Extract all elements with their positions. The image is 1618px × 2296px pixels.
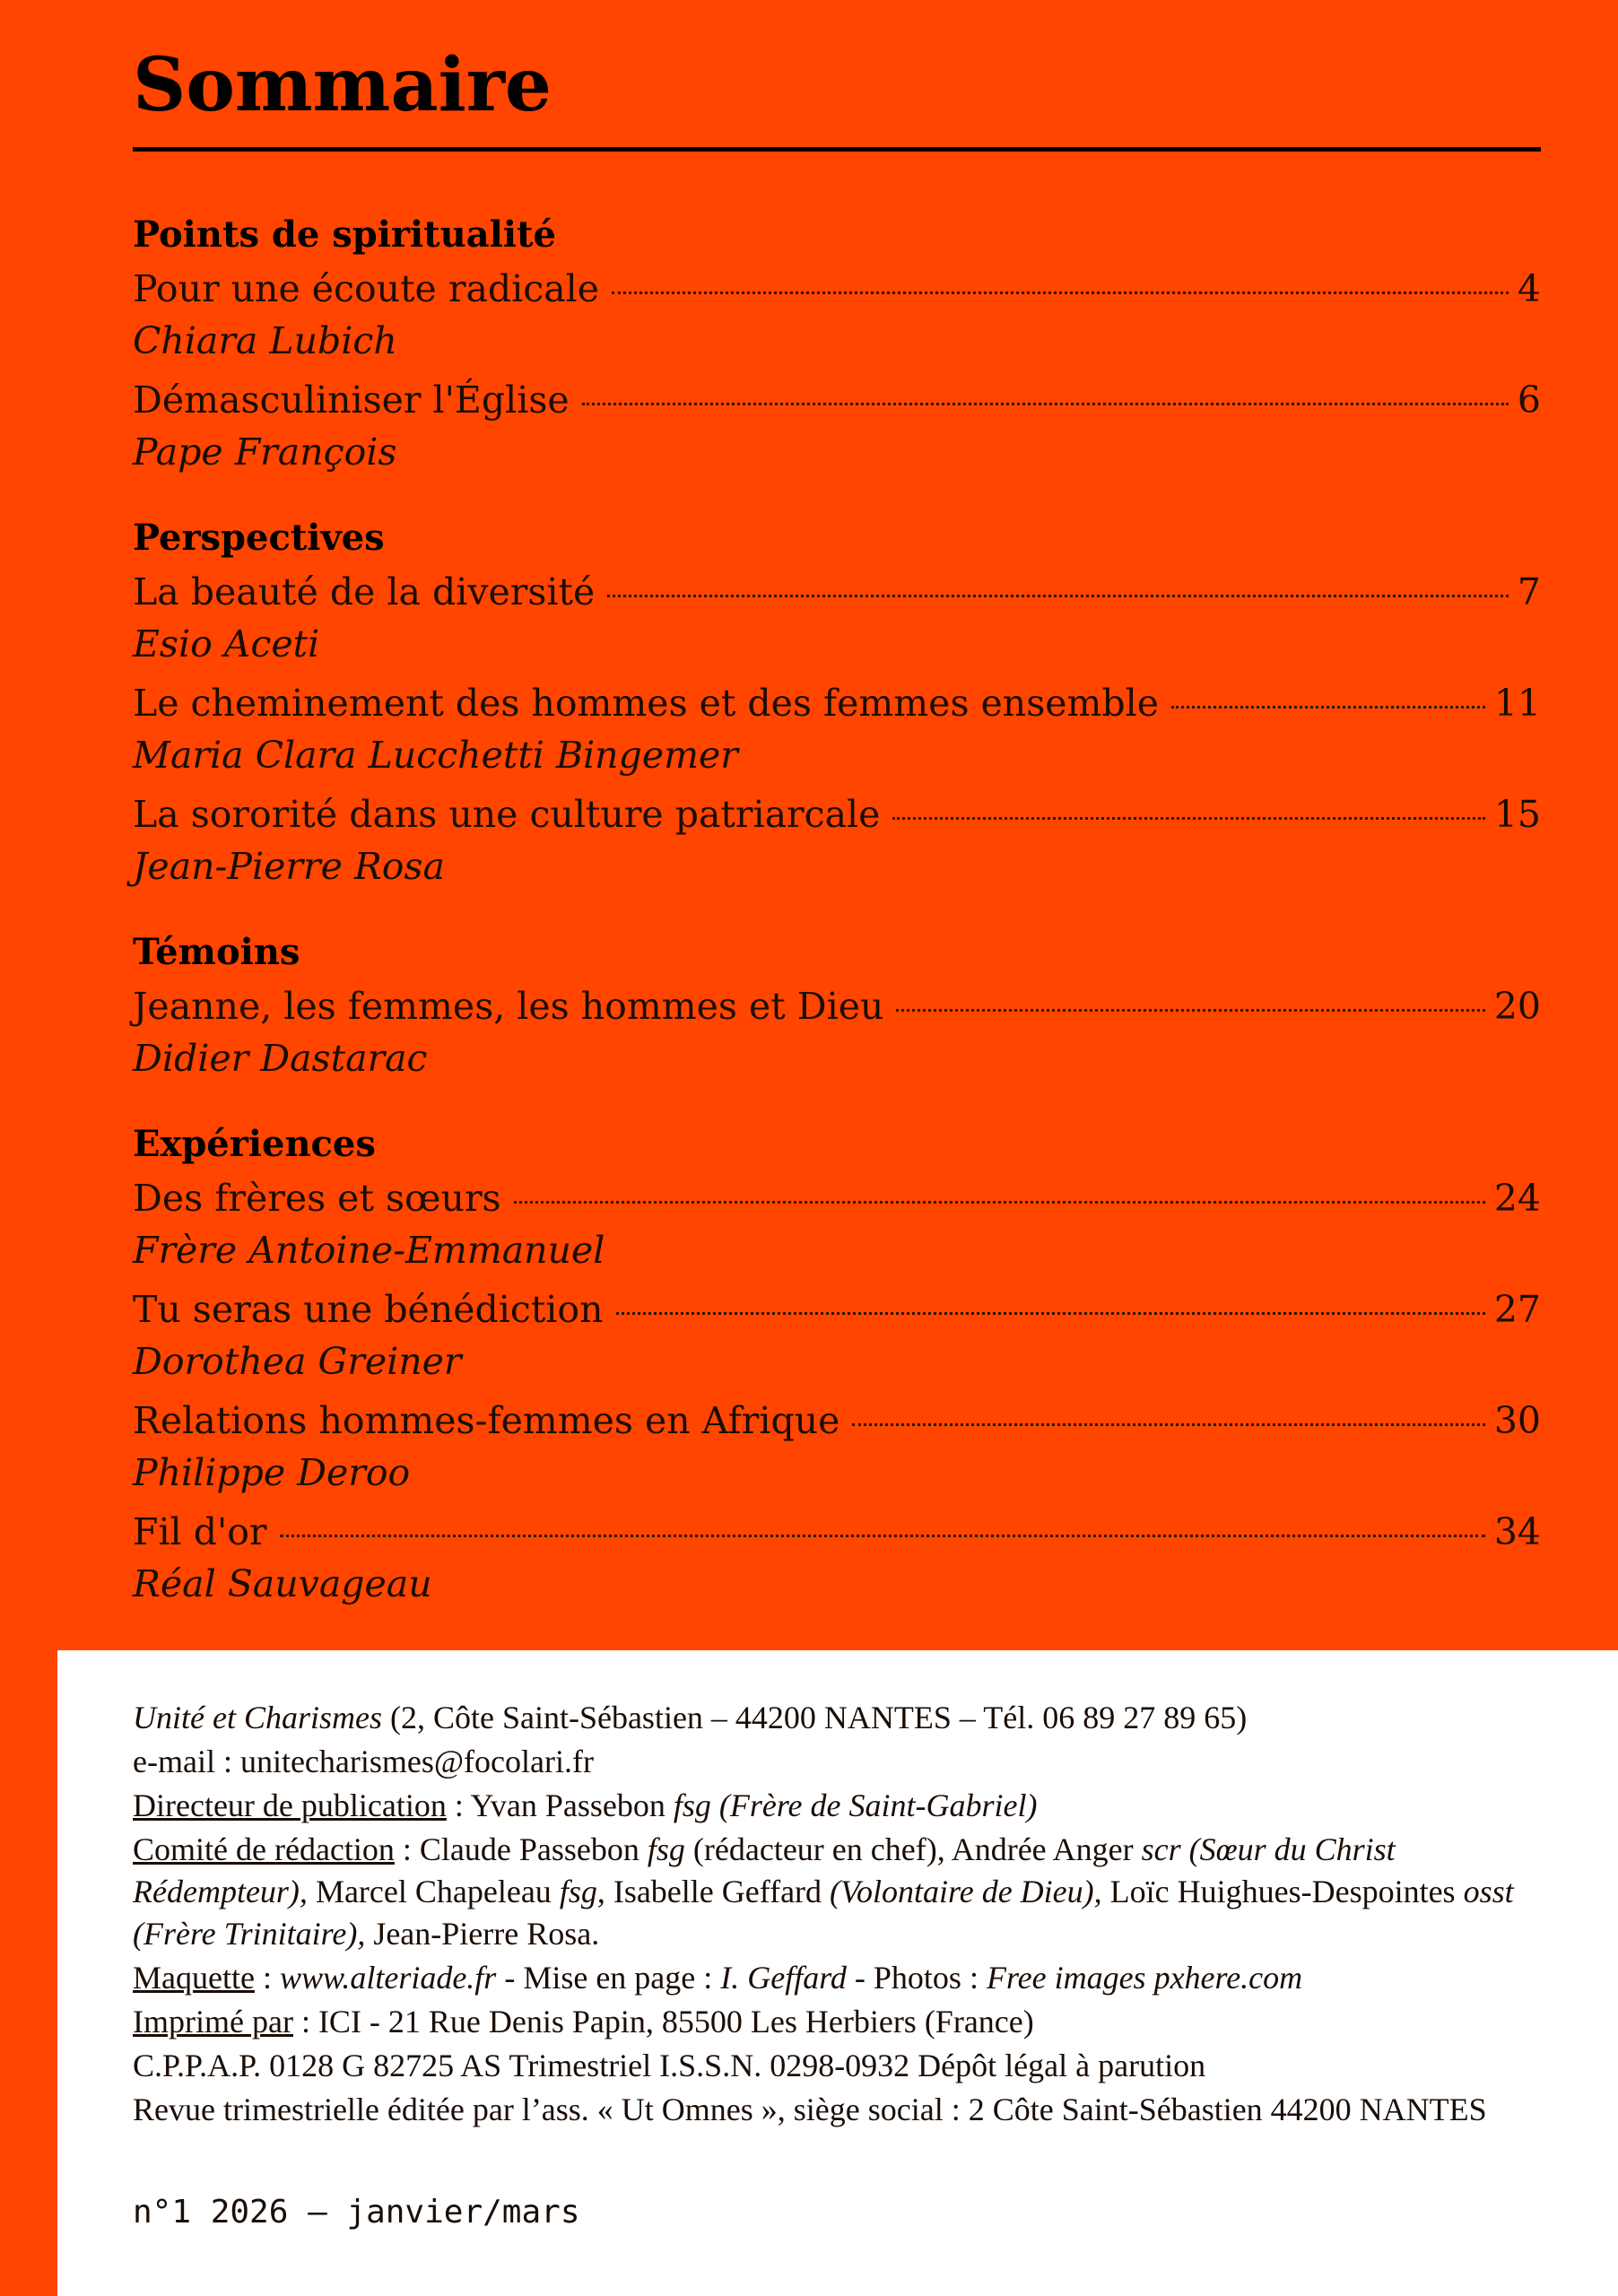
page-number: 15 (1493, 793, 1541, 836)
credits-line-layout (133, 1957, 1541, 1999)
layout-website: www.alteriade.fr (279, 1960, 497, 1996)
dot-leader (892, 815, 1484, 820)
entry-author: Didier Dastarac (133, 1037, 428, 1080)
toc-entry-line (133, 1171, 1541, 1225)
toc-section (133, 1118, 1541, 1609)
entry-author: Philippe Deroo (133, 1451, 411, 1494)
printer-value: : ICI - 21 Rue Denis Papin, 85500 Les Herbiers (France) (292, 2004, 1034, 2039)
entry-title: La sororité dans une culture patriarcale (133, 793, 881, 836)
section-title: Expériences (133, 1123, 376, 1165)
toc-entry (133, 373, 1541, 477)
layout-text: : (254, 1960, 280, 1996)
dot-leader (280, 1533, 1485, 1537)
entry-author: Maria Clara Lucchetti Bingemer (133, 734, 738, 777)
page-title: Sommaire (133, 42, 552, 128)
section-title: Perspectives (133, 517, 385, 559)
entry-title: Tu seras une bénédiction (133, 1288, 604, 1331)
committee-text: scr (Sœur du Christ Rédempteur), (133, 1831, 1396, 1909)
entry-author: Réal Sauvageau (133, 1562, 432, 1605)
credits-line-email: e-mail : unitecharismes@focolari.fr (133, 1744, 594, 1779)
dot-leader (1171, 704, 1485, 709)
layout-designer: I. Geffard (720, 1960, 847, 1996)
page-number: 11 (1493, 682, 1541, 725)
page-number: 24 (1493, 1177, 1541, 1220)
director-name: : Yvan Passebon (446, 1787, 674, 1823)
committee-label: Comité de rédaction (133, 1831, 395, 1867)
committee-text: Jean-Pierre Rosa. (365, 1916, 600, 1952)
toc-entry (133, 1394, 1541, 1498)
section-title: Points de spiritualité (133, 213, 556, 256)
committee-text: Loïc Huighues-Despointes (1101, 1874, 1464, 1909)
toc-section (133, 208, 1541, 477)
credits-line-director (133, 1785, 1541, 1827)
toc-entry-line (133, 565, 1541, 619)
entry-title: La beauté de la diversité (133, 570, 596, 613)
toc-entry-line (133, 262, 1541, 316)
credits-line-committee (133, 1829, 1541, 1955)
page-number: 30 (1493, 1399, 1541, 1442)
dot-leader (612, 290, 1509, 294)
entry-author: Esio Aceti (133, 622, 320, 665)
photo-source: Free images pxhere.com (986, 1960, 1303, 1996)
committee-text: fsg (559, 1874, 597, 1909)
toc-entry (133, 262, 1541, 366)
entry-title: Pour une écoute radicale (133, 267, 600, 310)
entry-title: Jeanne, les femmes, les hommes et Dieu (133, 985, 884, 1028)
page-number: 34 (1493, 1510, 1541, 1553)
committee-text: (Volontaire de Dieu), (830, 1874, 1102, 1909)
toc-entry-line (133, 373, 1541, 427)
credits-line-cppap: C.P.P.A.P. 0128 G 82725 AS Trimestriel I.S.S.N. 0298-0932 Dépôt légal à parution (133, 2048, 1206, 2083)
layout-label: Maquette (133, 1960, 255, 1996)
title-rule (133, 147, 1541, 152)
committee-text: Marcel Chapeleau (307, 1874, 560, 1909)
entry-author: Chiara Lubich (133, 319, 397, 362)
journal-address: (2, Côte Saint-Sébastien – 44200 NANTES – Tél. 06 89 27 89 65) (389, 1700, 1248, 1735)
entry-author: Jean-Pierre Rosa (133, 845, 445, 888)
credits-line-publisher: Revue trimestrielle éditée par l’ass. « Ut Omnes », siège social : 2 Côte Saint-Sébastien 44200 NANTES (133, 2092, 1487, 2127)
director-label: Directeur de publication (133, 1787, 447, 1823)
layout-text: - Mise en page : (496, 1960, 721, 1996)
toc-entry-line (133, 1283, 1541, 1336)
journal-name: Unité et Charismes (133, 1700, 382, 1735)
toc-entry (133, 787, 1541, 891)
credits-panel (57, 1650, 1618, 2296)
entry-title: Fil d'or (133, 1510, 267, 1553)
credits-line-printer (133, 2001, 1541, 2043)
toc-list (133, 208, 1541, 1643)
dot-leader (514, 1199, 1485, 1204)
committee-text: fsg (647, 1831, 685, 1867)
toc-entry (133, 1171, 1541, 1275)
toc-entry (133, 1283, 1541, 1387)
page-number: 7 (1517, 570, 1541, 613)
toc-entry-line (133, 979, 1541, 1033)
entry-author: Dorothea Greiner (133, 1340, 462, 1383)
committee-text: , Isabelle Geffard (596, 1874, 831, 1909)
page-number: 27 (1493, 1288, 1541, 1331)
credits-block (133, 1697, 1541, 2133)
toc-entry-line (133, 1394, 1541, 1448)
committee-text: osst (Frère Trinitaire), (133, 1874, 1514, 1952)
dot-leader (607, 593, 1509, 597)
entry-title: Démasculiniser l'Église (133, 378, 570, 422)
printer-label: Imprimé par (133, 2004, 293, 2039)
toc-entry (133, 1505, 1541, 1609)
entry-title: Relations hommes-femmes en Afrique (133, 1399, 840, 1442)
toc-entry (133, 979, 1541, 1083)
credits-line-address (133, 1697, 1541, 1739)
entry-title: Le cheminement des hommes et des femmes ensemble (133, 682, 1159, 725)
entry-title: Des frères et sœurs (133, 1177, 501, 1220)
toc-section (133, 511, 1541, 891)
entry-author: Pape François (133, 430, 397, 474)
dot-leader (852, 1422, 1484, 1426)
toc-entry-line (133, 1505, 1541, 1559)
toc-entry (133, 676, 1541, 780)
section-title: Témoins (133, 931, 300, 973)
layout-text: - Photos : (846, 1960, 987, 1996)
page-number: 6 (1517, 378, 1541, 422)
dot-leader (582, 401, 1509, 405)
toc-entry-line (133, 787, 1541, 841)
toc-section (133, 926, 1541, 1083)
page-number: 20 (1493, 985, 1541, 1028)
dot-leader (616, 1310, 1485, 1315)
entry-author: Frère Antoine-Emmanuel (133, 1229, 605, 1272)
dot-leader (896, 1007, 1484, 1012)
committee-text: (rédacteur en chef), Andrée Anger (684, 1831, 1142, 1867)
toc-entry (133, 565, 1541, 669)
issue-number: n°1 2026 – janvier/mars (133, 2194, 580, 2231)
committee-text: : Claude Passebon (394, 1831, 648, 1867)
director-order: fsg (Frère de Saint-Gabriel) (673, 1787, 1038, 1823)
toc-entry-line (133, 676, 1541, 730)
page-number: 4 (1517, 267, 1541, 310)
